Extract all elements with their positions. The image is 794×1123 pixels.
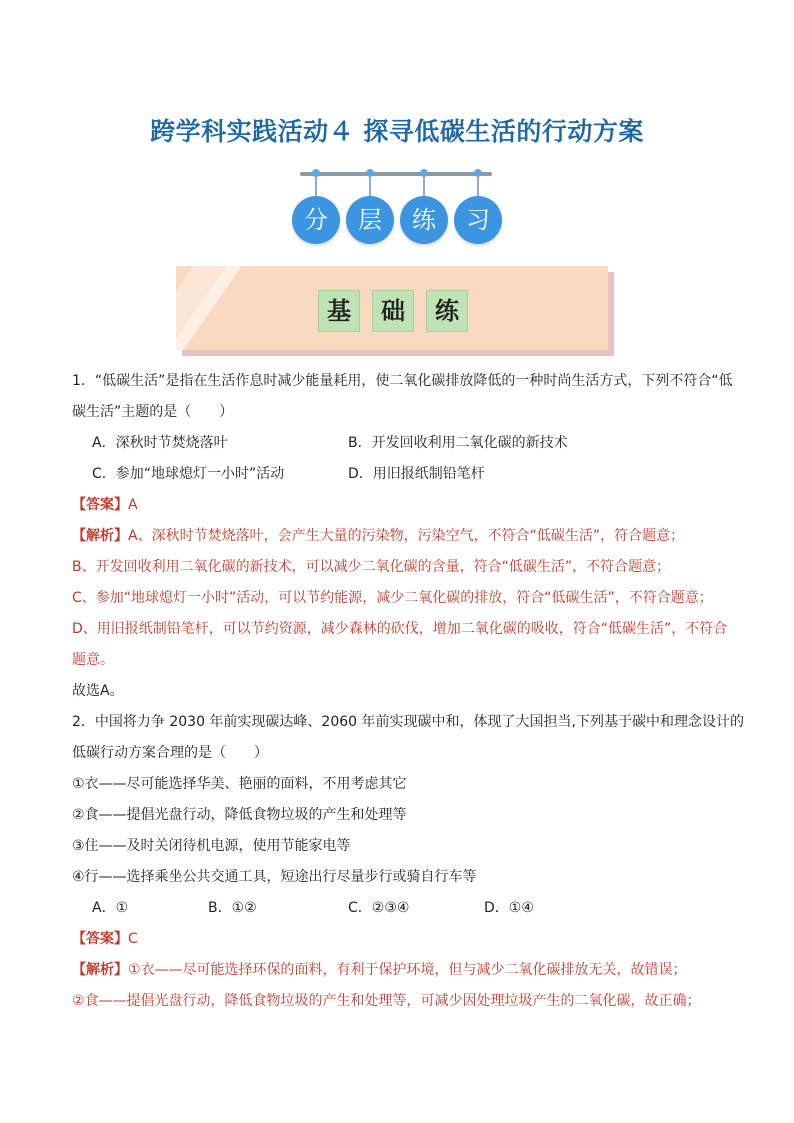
answer-tag: 【答案】 — [72, 497, 128, 513]
q1-option-a: A．深秋时节焚烧落叶 — [92, 435, 228, 451]
q2-item: ②食——提倡光盘行动，降低食物垃圾的产生和处理等 — [72, 807, 407, 823]
analysis-tag: 【解析】 — [72, 528, 128, 544]
q2-option-c: C．②③④ — [348, 900, 410, 916]
page-title: 跨学科实践活动４ 探寻低碳生活的行动方案 — [150, 117, 644, 146]
badge-char: 层 — [346, 196, 394, 244]
analysis-text: 衣——尽可能选择环保的面料，有利于保护环境，但与减少二氧化碳排放无关，故错误； — [140, 962, 687, 978]
q1-option-d: D．用旧报纸制铅笔杆 — [348, 466, 485, 482]
q2-analysis — [72, 955, 732, 986]
analysis-mark: ② — [72, 993, 85, 1009]
analysis-text: 食——提倡光盘行动，降低食物垃圾的产生和处理等，可减少因处理垃圾产生的二氧化碳，故正确； — [84, 993, 701, 1009]
q2-item: ①衣——尽可能选择华美、艳丽的面料，不用考虑其它 — [72, 776, 407, 792]
badge-peg — [369, 176, 371, 196]
q2-analysis — [72, 986, 732, 1017]
badge-char: 分 — [292, 196, 340, 244]
q2-item: ③住——及时关闭待机电源，使用节能家电等 — [72, 838, 351, 854]
q1-analysis: C、参加“地球熄灯一小时”活动，可以节约能源，减少二氧化碳的排放，符合“低碳生活”，不符合题意； — [72, 590, 713, 606]
answer-value: A — [128, 497, 138, 513]
section-char: 基 — [318, 290, 360, 332]
q1-analysis: B、开发回收利用二氧化碳的新技术，可以减少二氧化碳的含量，符合“低碳生活”，不符合题意； — [72, 559, 671, 575]
badge-peg — [423, 176, 425, 196]
badge-peg — [315, 176, 317, 196]
q1-option-c: C．参加“地球熄灯一小时”活动 — [92, 466, 285, 482]
badge-peg — [477, 176, 479, 196]
q2-answer — [72, 924, 732, 955]
badge-rail — [300, 172, 492, 176]
answer-value: C — [128, 931, 138, 947]
content — [72, 366, 744, 1017]
q1-conclusion: 故选A。 — [72, 683, 124, 699]
q1-analysis — [72, 521, 732, 552]
q2-option-d: D．①④ — [484, 900, 534, 916]
q1-analysis: D、用旧报纸制铅笔杆，可以节约资源，减少森林的砍伐，增加二氧化碳的吸收，符合“低碳生活”，不符合 — [72, 621, 728, 637]
q2-stem: 2．中国将力争 2030 年前实现碳达峰、2060 年前实现碳中和，体现了大国担当,下列基于碳中和理念设计的 — [72, 714, 744, 730]
q1-analysis: 题意。 — [72, 652, 114, 668]
q2-options — [72, 893, 732, 924]
analysis-tag: 【解析】 — [72, 962, 128, 978]
q2-option-b: B．①② — [208, 900, 257, 916]
q1-answer — [72, 490, 732, 521]
answer-tag: 【答案】 — [72, 931, 128, 947]
q2-option-a: A．① — [92, 900, 129, 916]
analysis-mark: ① — [128, 962, 141, 978]
q2-item: ④行——选择乘坐公共交通工具，短途出行尽量步行或骑自行车等 — [72, 869, 477, 885]
q1-stem: 1．“低碳生活”是指在生活作息时减少能量耗用，使二氧化碳排放降低的一种时尚生活方式，下列不符合“低 — [72, 373, 733, 389]
badge-char: 习 — [454, 196, 502, 244]
analysis-text: A、深秋时节焚烧落叶，会产生大量的污染物，污染空气，不符合“低碳生活”，符合题意； — [128, 528, 685, 544]
section-char: 础 — [372, 290, 414, 332]
q1-options — [72, 459, 732, 490]
q1-options — [72, 428, 732, 459]
badge-char: 练 — [400, 196, 448, 244]
q1-stem: 碳生活”主题的是（ ） — [72, 404, 234, 420]
section-char: 练 — [426, 290, 468, 332]
q2-stem: 低碳行动方案合理的是（ ） — [72, 745, 268, 761]
q1-option-b: B．开发回收利用二氧化碳的新技术 — [348, 435, 568, 451]
